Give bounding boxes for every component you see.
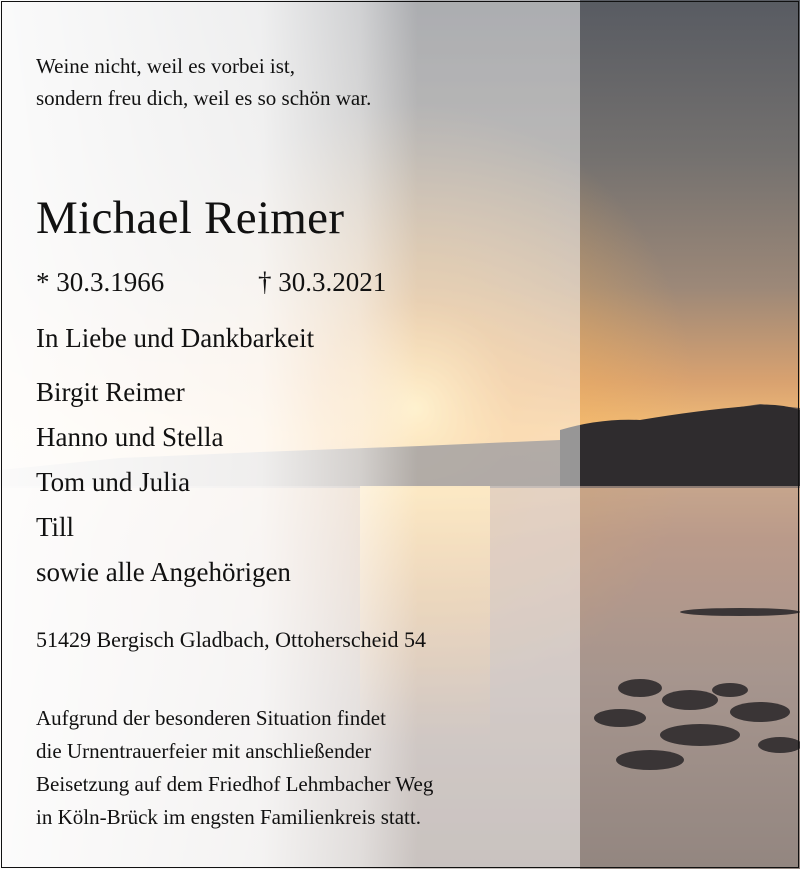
notice-line: Aufgrund der besonderen Situation findet: [36, 706, 386, 730]
mourner-name: Till: [36, 512, 75, 542]
mourner-name: sowie alle Angehörigen: [36, 557, 291, 587]
life-dates: [36, 264, 387, 300]
mourners-list: [36, 370, 291, 595]
quote-line: Weine nicht, weil es vorbei ist,: [36, 54, 295, 78]
notice-line: die Urnentrauerfeier mit anschließender: [36, 739, 372, 763]
notice-line: Beisetzung auf dem Friedhof Lehmbacher Weg: [36, 772, 434, 796]
quote-line: sondern freu dich, weil es so schön war.: [36, 86, 372, 110]
deceased-name: Michael Reimer: [36, 192, 345, 244]
notice-line: in Köln-Brück im engsten Familienkreis statt.: [36, 805, 421, 829]
family-address: 51429 Bergisch Gladbach, Ottoherscheid 54: [36, 627, 427, 652]
death-date: † 30.3.2021: [258, 267, 387, 297]
mourners-intro: In Liebe und Dankbarkeit: [36, 323, 315, 353]
memorial-quote: [36, 50, 371, 114]
mourner-name: Birgit Reimer: [36, 377, 185, 407]
mourner-name: Hanno und Stella: [36, 422, 224, 452]
mourner-name: Tom und Julia: [36, 467, 191, 497]
birth-date: * 30.3.1966: [36, 267, 165, 297]
funeral-notice: [36, 702, 433, 834]
